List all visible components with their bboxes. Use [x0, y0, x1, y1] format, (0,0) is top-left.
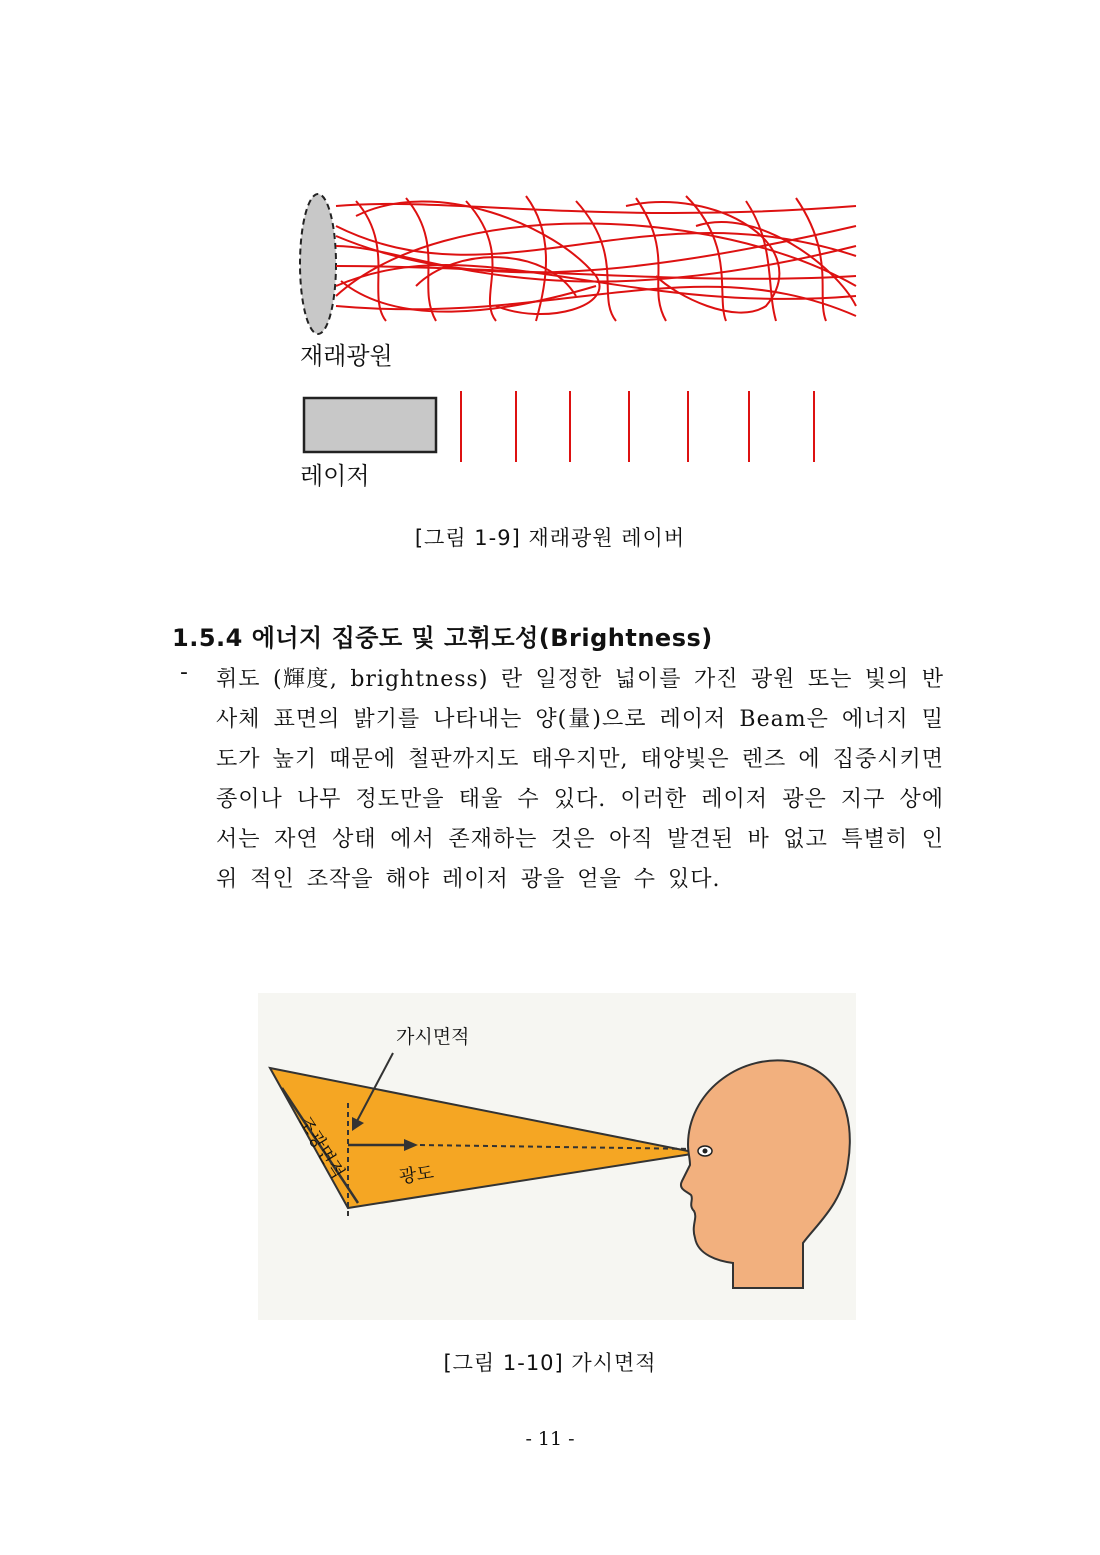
figure-visible-area — [258, 993, 856, 1320]
label-visible-area: 가시면적 — [396, 1026, 470, 1048]
laser-wavefronts — [461, 391, 814, 462]
label-luminance: 광도 — [397, 1162, 436, 1188]
figure-1-9-caption: [그림 1-9] 재래광원 레이버 — [414, 526, 686, 550]
eye-pupil — [703, 1149, 708, 1154]
section-heading: 1.5.4 에너지 집중도 및 고휘도성(Brightness) — [172, 624, 713, 652]
bullet-dash: - — [180, 660, 188, 685]
laser-source-shape — [304, 398, 436, 452]
page-number: - 11 - — [525, 1428, 575, 1450]
label-conventional-source: 재래광원 — [300, 342, 393, 370]
figure-1-10-caption: [그림 1-10] 가시면적 — [443, 1351, 657, 1375]
figure-conventional-vs-laser — [296, 186, 868, 491]
label-laser: 레이저 — [300, 462, 370, 490]
conventional-light-rays — [336, 196, 856, 321]
brightness-paragraph: 휘도 (輝度, brightness) 란 일정한 넓이를 가진 광원 또는 빛의 반사체 표면의 밝기를 나타내는 양(量)으로 레이저 Beam은 에너지 밀도가 높기 때문에 철판까지도 태우지만, 태양빛은 렌즈 에 집중시키면 종이나 나무 정도만을 태울 수 있다. 이러한 레이저 광은 지구 상에서는 자연 상태 에서 존재하는 것은 아직 발견된 바 없고 특별히 인위 적인 조작을 해야 레이저 광을 얻을 수 있다. — [216, 667, 944, 892]
label-illuminated-area: 조광면적 — [293, 1112, 349, 1183]
conventional-source-shape — [300, 194, 336, 334]
